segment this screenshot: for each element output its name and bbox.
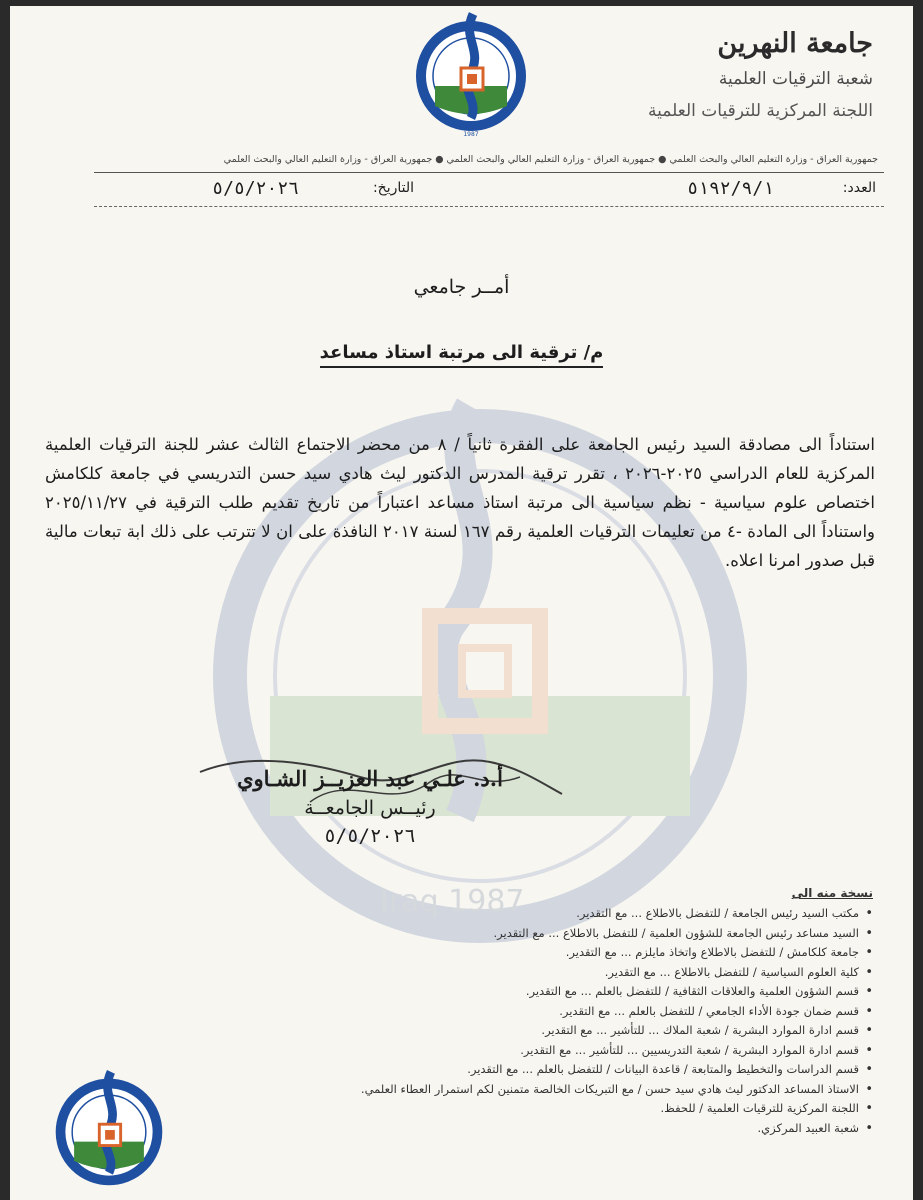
university-logo-footer xyxy=(54,1068,164,1194)
list-item: • اللجنة المركزية للترقيات العلمية / للحفظ. xyxy=(153,1099,873,1119)
document-body xyxy=(45,430,875,575)
header-divider xyxy=(94,172,884,173)
copies-list xyxy=(153,886,873,1138)
list-item: • كلية العلوم السياسية / للتفضل بالاطلاع ... مع التقدير. xyxy=(153,963,873,983)
reference-line xyxy=(94,176,884,204)
list-item: • مكتب السيد رئيس الجامعة / للتفضل بالاطلاع ... مع التقدير. xyxy=(153,904,873,924)
letterhead xyxy=(573,28,873,121)
list-item: • جامعة كلكامش / للتفضل بالاطلاع واتخاذ مايلزم ... مع التقدير. xyxy=(153,943,873,963)
reference-date-label: التاريخ: xyxy=(372,180,414,196)
list-item: • شعبة العبيد المركزي. xyxy=(153,1119,873,1139)
reference-number-value: ٥١٩٢/٩/١ xyxy=(687,178,774,199)
signatory-title: رئيــس الجامعــة xyxy=(304,797,436,819)
list-item: • الاستاذ المساعد الدكتور ليث هادي سيد حسن / مع التبريكات الخالصة متمنين لكم استمرار العطاء العلمي. xyxy=(153,1080,873,1100)
department-name: شعبة الترقيات العلمية xyxy=(718,69,873,89)
subject-text: م/ ترقية الى مرتبة استاذ مساعد xyxy=(320,342,604,368)
committee-name: اللجنة المركزية للترقيات العلمية xyxy=(648,101,873,121)
document-title: أمــر جامعي xyxy=(413,276,510,298)
reference-number-label: العدد: xyxy=(842,180,876,196)
signature-date: ٥/٥/٢٠٢٦ xyxy=(324,825,416,847)
svg-text:1987: 1987 xyxy=(463,131,479,138)
university-logo xyxy=(415,10,527,140)
list-item: • قسم ادارة الموارد البشرية / شعبة التدريسيين ... للتأشير ... مع التقدير. xyxy=(153,1041,873,1061)
list-item: • السيد مساعد رئيس الجامعة للشؤون العلمية / للتفضل بالاطلاع ... مع التقدير. xyxy=(153,924,873,944)
signatory-name: أ.د. علـي عبد العزيــز الشـاوي xyxy=(237,766,503,791)
ministry-ribbon: جمهورية العراق - وزارة التعليم العالي والبحث العلمي ● جمهورية العراق - وزارة التعليم العالي والبحث العلمي ● جمهورية العراق - وزارة التعليم العالي والبحث العلمي xyxy=(223,154,878,165)
copies-heading: نسخة منه الى xyxy=(791,886,873,900)
body-paragraph: استناداً الى مصادقة السيد رئيس الجامعة على الفقرة ثانياً / ٨ من محضر الاجتماع الثالث عشر للجنة الترقيات العلمية المركزية للعام الدراسي ٢٠٢٥-٢٠٢٦ ، تقرر ترقية المدرس الدكتور ليث هادي سيد حسن التدريسي في جامعة كلكامش اختصاص علوم سياسية - نظم سياسية الى مرتبة استاذ مساعد اعتباراً من تاريخ تقديم طلب الترقية في ٢٠٢٥/١١/٢٧ واستناداً الى المادة -٤ من تعليمات الترقيات العلمية رقم ١٦٧ لسنة ٢٠١٧ النافذة على ان لا تترتب على ذلك ابة تبعات مالية قبل صدور امرنا اعلاه. xyxy=(45,435,875,570)
svg-text:Iraq 1987: Iraq 1987 xyxy=(380,884,525,919)
list-item: • قسم ادارة الموارد البشرية / شعبة الملاك ... للتأشير ... مع التقدير. xyxy=(153,1021,873,1041)
list-item: • قسم الدراسات والتخطيط والمتابعة / قاعدة البيانات / للتفضل بالعلم ... مع التقدير. xyxy=(153,1060,873,1080)
signature-block xyxy=(220,766,520,847)
reference-divider xyxy=(94,206,884,207)
university-name: جامعة النهرين xyxy=(717,28,873,59)
document-page xyxy=(10,6,913,1200)
list-item: • قسم ضمان جودة الأداء الجامعي / للتفضل بالعلم ... مع التقدير. xyxy=(153,1002,873,1022)
list-item: • قسم الشؤون العلمية والعلاقات الثقافية / للتفضل بالعلم ... مع التقدير. xyxy=(153,982,873,1002)
reference-date-value: ٥/٥/٢٠٢٦ xyxy=(212,178,299,199)
document-subject xyxy=(10,342,913,363)
